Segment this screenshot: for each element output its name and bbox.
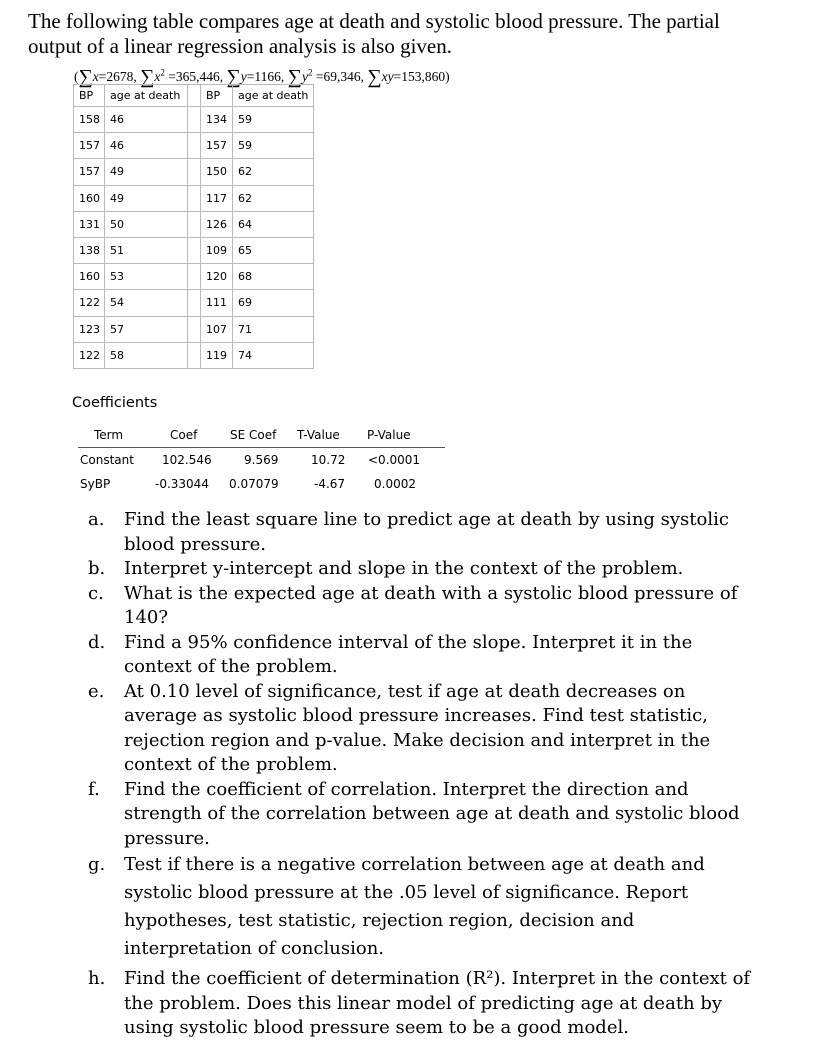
coef-t: 10.72 [311,453,346,467]
coef-se: 9.569 [244,453,279,467]
bp-cell: 111 [201,290,233,316]
bp-cell: 157 [74,159,105,185]
age-cell: 57 [105,316,188,342]
age-cell: 69 [233,290,314,316]
coefficients-table [78,428,445,501]
question-text: At 0.10 level of significance, test if age at death decreases on average as systolic blood pressure increases. Find test statistic, rejection region and p-value. Make decision and interpret in the context of the problem. [124,680,711,775]
table-row [74,237,314,263]
coefficients-row-constant [78,453,445,477]
intro-line-2: output of a linear regression analysis is also given. [28,34,452,58]
coefficients-header-row [78,428,445,448]
question-letter: a. [88,509,105,530]
question-text: Find the least square line to predict age at death by using systolic blood pressure. [124,509,729,555]
coef-term: SyBP [80,477,111,491]
table-gap [188,290,201,316]
question-letter: h. [88,968,106,989]
coef-t: -4.67 [314,477,346,491]
age-cell: 49 [105,185,188,211]
question-e [88,680,758,778]
header-age-right: age at death [233,85,314,107]
table-gap [188,211,201,237]
bp-cell: 160 [74,264,105,290]
table-header-row [74,85,314,107]
bp-cell: 157 [74,133,105,159]
bp-cell: 150 [201,159,233,185]
table-gap [188,185,201,211]
table-gap [188,107,201,133]
question-g [88,851,758,963]
table-gap [188,237,201,263]
question-text: Find the coefficient of determination (R²). Interpret in the context of the problem. Does this linear model of predicting age at death by using systolic blood pressure seem to be a good model. [124,968,751,1038]
age-cell: 53 [105,264,188,290]
sum-xy: 153,860 [401,69,446,84]
sum-x: 2678 [106,69,134,84]
age-cell: 71 [233,316,314,342]
coef-header-coef: Coef [170,428,198,442]
table-row [74,107,314,133]
question-letter: d. [88,631,106,653]
age-cell: 58 [105,342,188,368]
bp-age-table [73,84,314,369]
table-gap [188,159,201,185]
table-row [74,316,314,342]
bp-cell: 126 [201,211,233,237]
intro-line-1: The following table compares age at death and systolic blood pressure. The partial [28,9,720,33]
coef-term: Constant [80,453,134,467]
question-letter: b. [88,558,106,579]
table-row [74,133,314,159]
coef-p: <0.0001 [368,453,421,467]
age-cell: 59 [233,133,314,159]
table-gap [188,133,201,159]
question-b [88,557,758,582]
bp-cell: 134 [201,107,233,133]
coef-header-p: P-Value [367,428,411,442]
question-list [88,508,758,1041]
bp-cell: 107 [201,316,233,342]
age-cell: 54 [105,290,188,316]
bp-cell: 158 [74,107,105,133]
question-text: Test if there is a negative correlation between age at death and systolic blood pressure at the .05 level of significance. Report hypotheses, test statistic, rejection region, decision and interpretation of conclusion. [124,854,705,959]
age-cell: 59 [233,107,314,133]
bp-cell: 160 [74,185,105,211]
problem-intro [28,9,808,59]
question-a [88,508,758,557]
table-gap [188,85,201,107]
bp-cell: 119 [201,342,233,368]
coef-value: -0.33044 [155,477,209,491]
bp-cell: 131 [74,211,105,237]
coefficients-title: Coefficients [72,395,158,411]
table-row [74,211,314,237]
sum-y2: 69,346 [323,69,361,84]
bp-cell: 120 [201,264,233,290]
age-cell: 62 [233,185,314,211]
table-row [74,342,314,368]
summary-sums: (∑x=2678, $\sum x^2 =365,446$, ∑y=1166, $\sum y^2 =69,346$, ∑xy=153,860) [74,66,450,88]
question-text: Find the coefficient of correlation. Interpret the direction and strength of the correlation between age at death and systolic blood pressure. [124,778,740,849]
age-cell: 51 [105,237,188,263]
question-text: Find a 95% confidence interval of the slope. Interpret it in the context of the problem. [124,631,693,677]
bp-cell: 138 [74,237,105,263]
question-h [88,967,758,1041]
question-letter: e. [88,680,105,702]
age-cell: 46 [105,133,188,159]
question-letter: f. [88,778,100,800]
question-f [88,778,758,852]
age-cell: 64 [233,211,314,237]
age-cell: 49 [105,159,188,185]
sum-x2: 365,446 [175,69,220,84]
bp-cell: 157 [201,133,233,159]
age-cell: 50 [105,211,188,237]
question-d [88,631,758,680]
coef-value: 102.546 [162,453,212,467]
question-letter: c. [88,582,104,604]
coef-header-t: T-Value [297,428,340,442]
age-cell: 62 [233,159,314,185]
coef-header-term: Term [94,428,124,442]
table-gap [188,316,201,342]
bp-cell: 109 [201,237,233,263]
table-row [74,159,314,185]
coefficients-row-sybp [78,477,445,501]
header-bp-left: BP [74,85,105,107]
age-cell: 46 [105,107,188,133]
question-letter: g. [88,854,106,875]
age-cell: 65 [233,237,314,263]
table-gap [188,264,201,290]
question-text: Interpret y-intercept and slope in the context of the problem. [124,558,684,579]
question-text: What is the expected age at death with a systolic blood pressure of 140? [124,582,738,628]
bp-cell: 122 [74,290,105,316]
bp-cell: 122 [74,342,105,368]
age-cell: 74 [233,342,314,368]
header-age-left: age at death [105,85,188,107]
bp-cell: 123 [74,316,105,342]
coef-header-se: SE Coef [230,428,277,442]
table-gap [188,342,201,368]
table-row [74,185,314,211]
coef-se: 0.07079 [229,477,279,491]
coef-p: 0.0002 [374,477,416,491]
bp-cell: 117 [201,185,233,211]
table-row [74,290,314,316]
header-bp-right: BP [201,85,233,107]
table-row [74,264,314,290]
age-cell: 68 [233,264,314,290]
sum-y: 1166 [254,69,281,84]
question-c [88,582,758,631]
